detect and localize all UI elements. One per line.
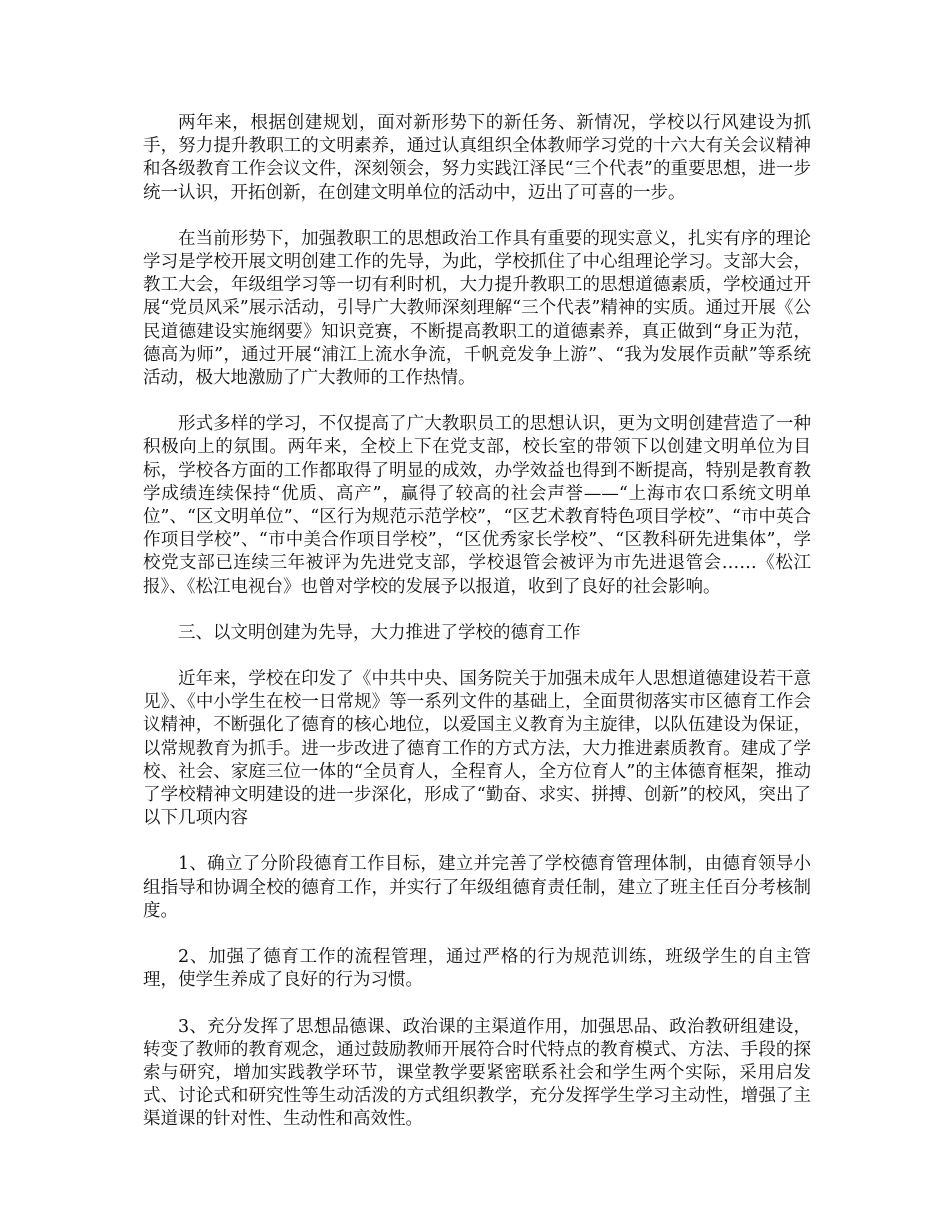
paragraph-2: 在当前形势下，加强教职工的思想政治工作具有重要的现实意义，扎实有序的理论学习是学校开展文明创建工作的先导，为此，学校抓住了中心组理论学习。支部大会，教工大会，年级组学习等一切有利时机，大力提升教职工的思想道德素质，学校通过开展“党员风采”展示活动，引导广大教师深刻理解“三个代表”精神的实质。通过开展《公民道德建设实施纲要》知识竞赛，不断提高教职工的道德素养，真正做到“身正为范，德高为师”，通过开展“浦江上流水争流，千帆竞发争上游”、“我为发展作贡献”等系统活动，极大地激励了广大教师的工作热情。 bbox=[143, 228, 811, 389]
paragraph-4: 近年来，学校在印发了《中共中央、国务院关于加强未成年人思想道德建设若干意见》、《中小学生在校一日常规》等一系列文件的基础上，全面贯彻落实市区德育工作会议精神，不断强化了德育的核心地位，以爱国主义教育为主旋律，以队伍建设为保证，以常规教育为抓手。进一步改进了德育工作的方式方法，大力推进素质教育。建成了学校、社会、家庭三位一体的“全员育人，全程育人，全方位育人”的主体德育框架，推动了学校精神文明建设的进一步深化，形成了“勤奋、求实、拼搏、创新”的校风，突出了以下几项内容 bbox=[143, 669, 811, 829]
list-item-2: 2、加强了德育工作的流程管理，通过严格的行为规范训练，班级学生的自主管理，使学生养成了良好的行为习惯。 bbox=[143, 947, 811, 991]
list-item-1: 1、确立了分阶段德育工作目标，建立并完善了学校德育管理体制，由德育领导小组指导和协调全校的德育工作，并实行了年级组德育责任制，建立了班主任百分考核制度。 bbox=[143, 854, 811, 921]
paragraph-1: 两年来，根据创建规划，面对新形势下的新任务、新情况，学校以行风建设为抓手，努力提升教职工的文明素养，通过认真组织全体教师学习党的十六大有关会议精神和各级教育工作会议文件，深刻领会，努力实践江泽民“三个代表”的重要思想，进一步统一认识，开拓创新，在创建文明单位的活动中，迈出了可喜的一步。 bbox=[143, 113, 811, 203]
document-body bbox=[143, 112, 811, 1155]
section-heading: 三、以文明创建为先导，大力推进了学校的德育工作 bbox=[178, 622, 581, 643]
list-item-3: 3、充分发挥了思想品德课、政治课的主渠道作用，加强思品、政治教研组建设，转变了教师的教育观念，通过鼓励教师开展符合时代特点的教育模式、方法、手段的探索与研究，增加实践教学环节，课堂教学要紧密联系社会和学生两个实际，采用启发式、讨论式和研究性等生动活泼的方式组织教学，充分发挥学生学习主动性，增强了主渠道课的针对性、生动性和高效性。 bbox=[143, 1016, 811, 1130]
paragraph-3: 形式多样的学习，不仅提高了广大教职员工的思想认识，更为文明创建营造了一种积极向上的氛围。两年来，全校上下在党支部，校长室的带领下以创建文明单位为目标，学校各方面的工作都取得了明显的成效，办学效益也得到不断提高，特别是教育教学成绩连续保持“优质、高产”，赢得了较高的社会声誉——“上海市农口系统文明单位”、“区文明单位”、“区行为规范示范学校”，“区艺术教育特色项目学校”、“市中英合作项目学校”、“市中美合作项目学校”，“区优秀家长学校”、“区教科研先进集体”，学校党支部已连续三年被评为先进党支部，学校退管会被评为市先进退管会……《松江报》、《松江电视台》也曾对学校的发展予以报道，收到了良好的社会影响。 bbox=[143, 414, 811, 597]
